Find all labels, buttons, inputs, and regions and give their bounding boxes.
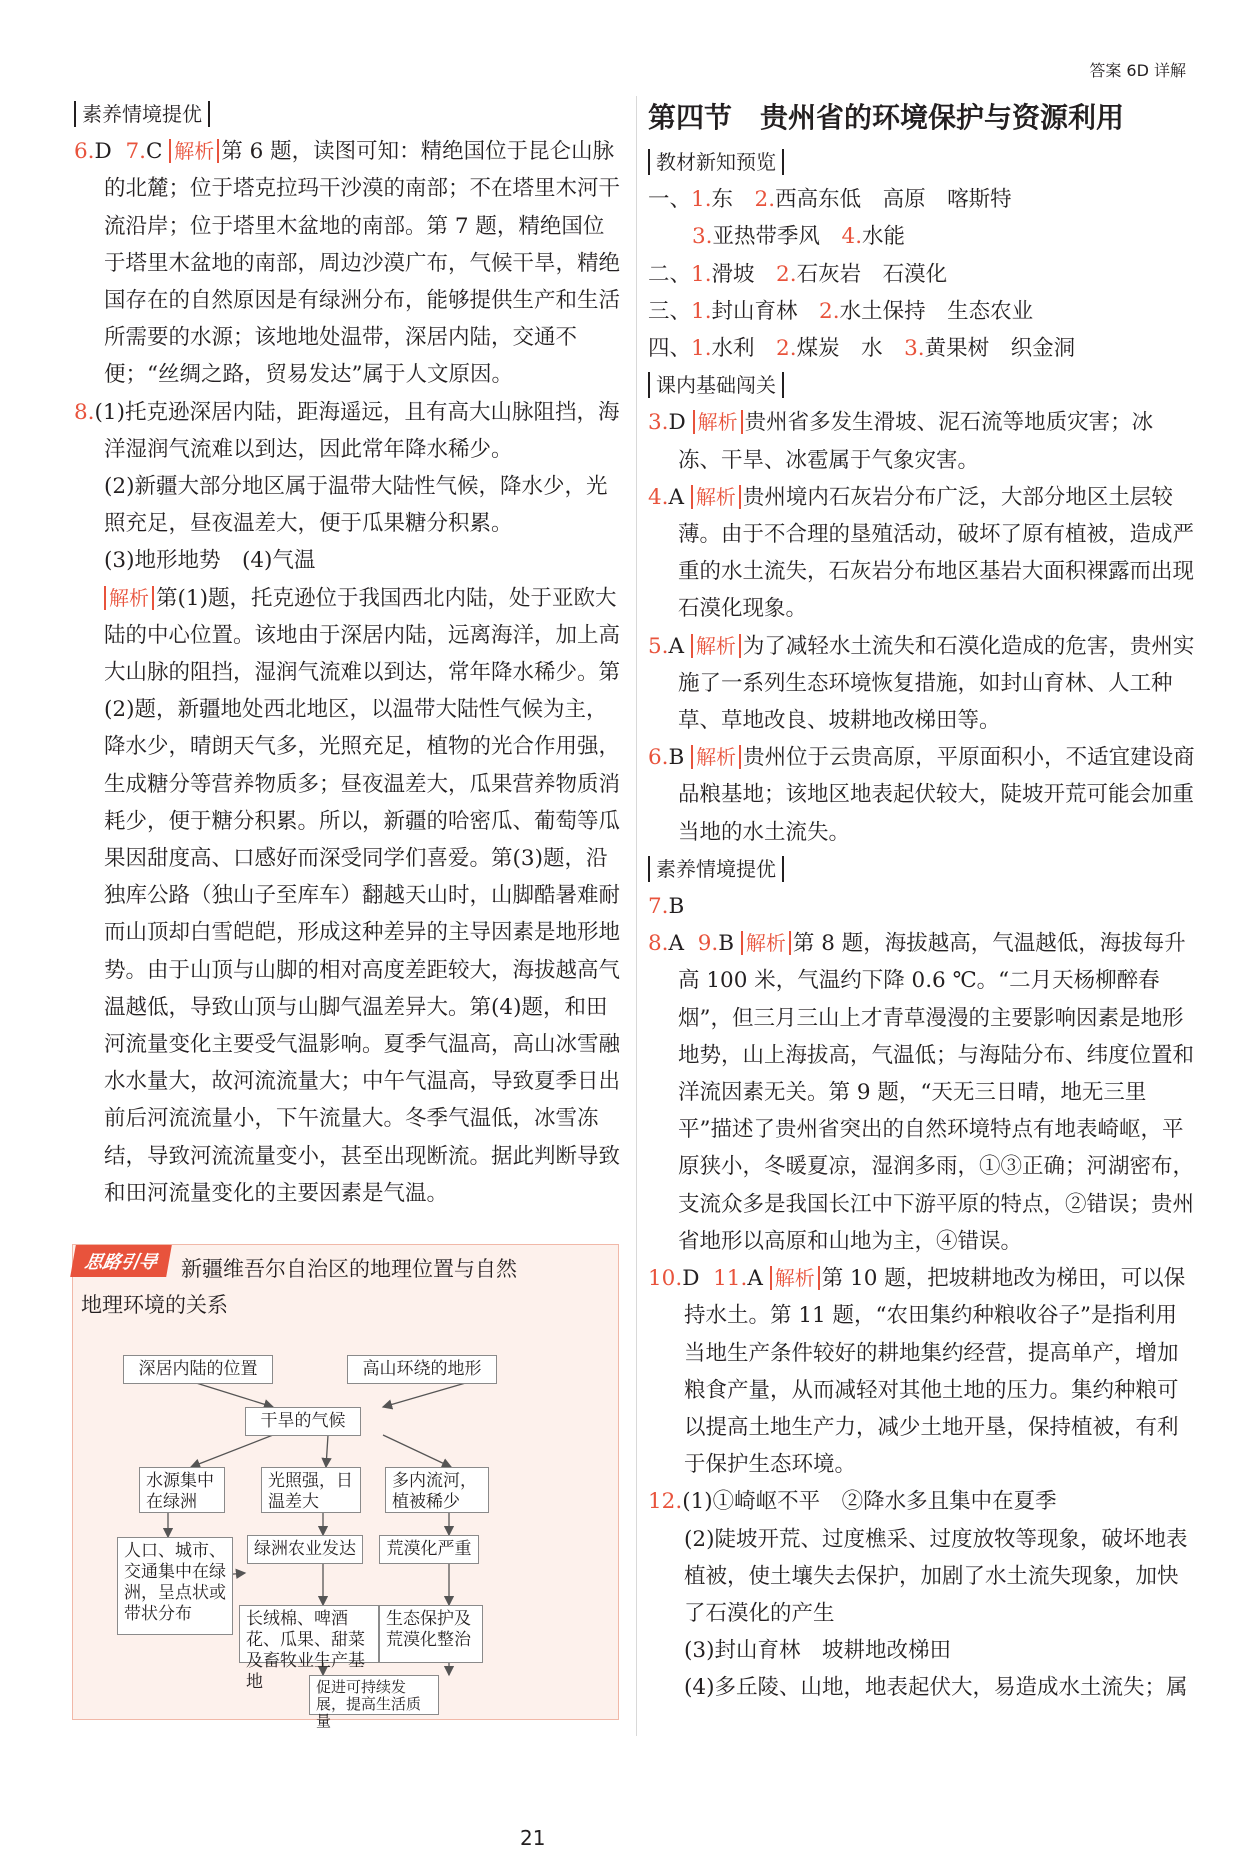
section-tag-preview: 教材新知预览 [648, 149, 784, 175]
analysis-tag: 解析 [770, 1266, 820, 1290]
answer-item-12: 12.(1)①崎岖不平 ②降水多且集中在夏季 [648, 1489, 1057, 1515]
box-sunshine: 光照强，日温差大 [261, 1467, 361, 1513]
preview-row-2: 二、1.滑坡 2.石灰岩 石漠化 [648, 261, 948, 287]
analysis-tag: 解析 [691, 634, 741, 658]
box-arid-climate: 干旱的气候 [245, 1407, 361, 1436]
analysis-tag: 解析 [691, 745, 741, 769]
box-water-oasis: 水源集中在绿洲 [139, 1467, 225, 1513]
analysis-tag: 解析 [693, 410, 743, 434]
answer-12-part-4: (4)多丘陵、山地，地表起伏大，易造成水土流失；属 [684, 1675, 1188, 1701]
column-divider [636, 96, 637, 1736]
right-column [648, 96, 1196, 1707]
answer-item-8-9: 8.A 9.B 解析 第 8 题，海拔越高，气温越低，海拔每升高 100 米，气温约下降 0.6 ℃。“二月天杨柳醉春烟”，但三月三山上才青草漫漫的主要影响因素是地形地势，山上海拔高，气温低；与海陆分布、纬度位置和洋流因素无关。第 9 题，“天无三日晴，地无三里平”描述了贵州省突出的自然环境特点有地表崎岖，平原狭小，冬暖夏凉，湿润多雨，①③正确；河湖密布，支流众多是我国长江中下游平原的特点，②错误；贵州省地形以高原和山地为主，④错误。 [648, 931, 1195, 1254]
answer-item-5: 5.A 解析 为了减轻水土流失和石漠化造成的危害，贵州实施了一系列生态环境恢复措施，如封山育林、人工种草、草地改良、坡耕地改梯田等。 [648, 633, 1195, 734]
answer-item-3: 3.D 解析 贵州省多发生滑坡、泥石流等地质灾害；冰冻、干旱、冰雹属于气象灾害。 [648, 410, 1154, 473]
answer-12-part-3: (3)封山育林 坡耕地改梯田 [684, 1638, 951, 1664]
thinking-guide-tag: 思路引导 [70, 1245, 172, 1277]
section-tag: 素养情境提优 [74, 101, 210, 127]
preview-row-4: 四、1.水利 2.煤炭 水 3.黄果树 织金洞 [648, 336, 1076, 362]
box-inland-rivers: 多内流河，植被稀少 [385, 1467, 489, 1513]
box-ecological-protection: 生态保护及荒漠化整治 [379, 1605, 483, 1663]
analysis-tag: 解析 [741, 931, 791, 955]
answer-part-2: (2)新疆大部分地区属于温带大陆性气候，降水少，光照充足，昼夜温差大，便于瓜果糖分积累。 [104, 474, 608, 537]
analysis-tag: 解析 [104, 586, 154, 610]
section-tag-basics: 课内基础闯关 [648, 372, 784, 398]
thinking-guide-diagram [72, 1244, 619, 1730]
preview-row-3: 三、1.封山育林 2.水土保持 生态农业 [648, 298, 1034, 324]
header-note: 答案 6D 详解 [1089, 61, 1186, 80]
answer-12-part-2: (2)陡坡开荒、过度樵采、过度放牧等现象，破坏地表植被，使土壤失去保护，加剧了水土流失现象，加快了石漠化的产生 [684, 1526, 1188, 1626]
box-production-bases: 长绒棉、啤酒花、瓜果、甜菜及畜牧业生产基地 [239, 1605, 379, 1663]
analysis-text: 第 6 题，读图可知：精绝国位于昆仑山脉的北麓；位于塔克拉玛干沙漠的南部；不在塔里木河干流沿岸；位于塔里木盆地的南部。第 7 题，精绝国位于塔里木盆地的南部，周边沙漠广布，气候干旱，精绝国存在的自然原因是有绿洲分布，能够提供生产和生活所需要的水源；该地地处温带，深居内陆，交通不便；“丝绸之路，贸易发达”属于人文原因。 [104, 139, 621, 388]
box-sustainable-development: 促进可持续发展，提高生活质量 [309, 1675, 439, 1715]
answer-item-6-7: 6.D 7.C 解析 第 6 题，读图可知：精绝国位于昆仑山脉的北麓；位于塔克拉玛干沙漠的南部；不在塔里木河干流沿岸；位于塔里木盆地的南部。第 7 题，精绝国位于塔里木盆地的南部，周边沙漠广布，气候干旱，精绝国存在的自然原因是有绿洲分布，能够提供生产和生活所需要的水源；该地地处温带，深居内陆，交通不便；“丝绸之路，贸易发达”属于人文原因。 [74, 139, 621, 388]
preview-row-1: 一、1.东 2.西高东低 高原 喀斯特 [648, 187, 1012, 213]
answer-item-8: 8.(1)托克逊深居内陆，距海遥远，且有高大山脉阻挡，海洋湿润气流难以到达，因此常年降水稀少。 [74, 399, 620, 462]
diagram-title-cont: 地理环境的关系 [81, 1293, 228, 1317]
box-mountain-terrain: 高山环绕的地形 [347, 1355, 497, 1384]
box-population: 人口、城市、交通集中在绿洲，呈点状或带状分布 [117, 1537, 233, 1635]
analysis-tag: 解析 [169, 139, 219, 163]
answer-item-10-11: 10.D 11.A 解析 第 10 题，把坡耕地改为梯田，可以保持水土。第 11 题，“农田集约种粮收谷子”是指利用当地生产条件较好的耕地集约经营，提高单产，增加粮食产量，从而减轻对其他土地的压力。集约种粮可以提高土地生产力，减少土地开垦，保持植被，有利于保护生态环境。 [648, 1266, 1186, 1478]
analysis-8 [74, 580, 622, 1212]
diagram-title: 新疆维吾尔自治区的地理位置与自然 [181, 1257, 517, 1281]
answer-item-7: 7.B [648, 894, 685, 920]
section-tag-literacy: 素养情境提优 [648, 856, 784, 882]
box-desertification: 荒漠化严重 [379, 1535, 479, 1564]
box-oasis-agriculture: 绿洲农业发达 [247, 1535, 363, 1564]
box-inland-location: 深居内陆的位置 [123, 1355, 273, 1384]
left-column [74, 96, 622, 1212]
answer-item-6: 6.B 解析 贵州位于云贵高原，平原面积小，不适宜建设商品粮基地；该地区地表起伏较大，陡坡开荒可能会加重当地的水土流失。 [648, 745, 1195, 845]
answer-part-3-4: (3)地形地势 (4)气温 [104, 548, 316, 574]
analysis-text: 第(1)题，托克逊位于我国西北内陆，处于亚欧大陆的中心位置。该地由于深居内陆，远离海洋，加上高大山脉的阻挡，湿润气流难以到达，常年降水稀少。第(2)题，新疆地处西北地区，以温带大陆性气候为主，降水少，晴朗天气多，光照充足，植物的光合作用强，生成糖分等营养物质多；昼夜温差大，瓜果营养物质消耗少，便于糖分积累。所以，新疆的哈密瓜、葡萄等瓜果因甜度高、口感好而深受同学们喜爱。第(3)题，沿独库公路（独山子至库车）翻越天山时，山脚酷暑难耐而山顶却白雪皑皑，形成这种差异的主导因素是地形地势。由于山顶与山脚的相对高度差距较大，海拔越高气温越低，导致山顶与山脚气温差异大。第(4)题，和田河流量变化主要受气温影响。夏季气温高，高山冰雪融水水量大，故河流流量大；中午气温高，导致夏季日出前后河流流量小，下午流量大。冬季气温低，冰雪冻结，导致河流流量变小，甚至出现断流。据此判断导致和田河流量变化的主要因素是气温。 [104, 585, 621, 1206]
page-number: 21 [520, 1826, 546, 1850]
section-title: 第四节 贵州省的环境保护与资源利用 [648, 101, 1125, 134]
answer-part-1: (1)托克逊深居内陆，距海遥远，且有高大山脉阻挡，海洋湿润气流难以到达，因此常年降水稀少。 [94, 399, 620, 462]
analysis-tag: 解析 [691, 485, 741, 509]
preview-row-1b: 3.亚热带季风 4.水能 [692, 224, 906, 250]
answer-item-4: 4.A 解析 贵州境内石灰岩分布广泛，大部分地区土层较薄。由于不合理的垦殖活动，破坏了原有植被，造成严重的水土流失，石灰岩分布地区基岩大面积裸露而出现石漠化现象。 [648, 484, 1195, 622]
